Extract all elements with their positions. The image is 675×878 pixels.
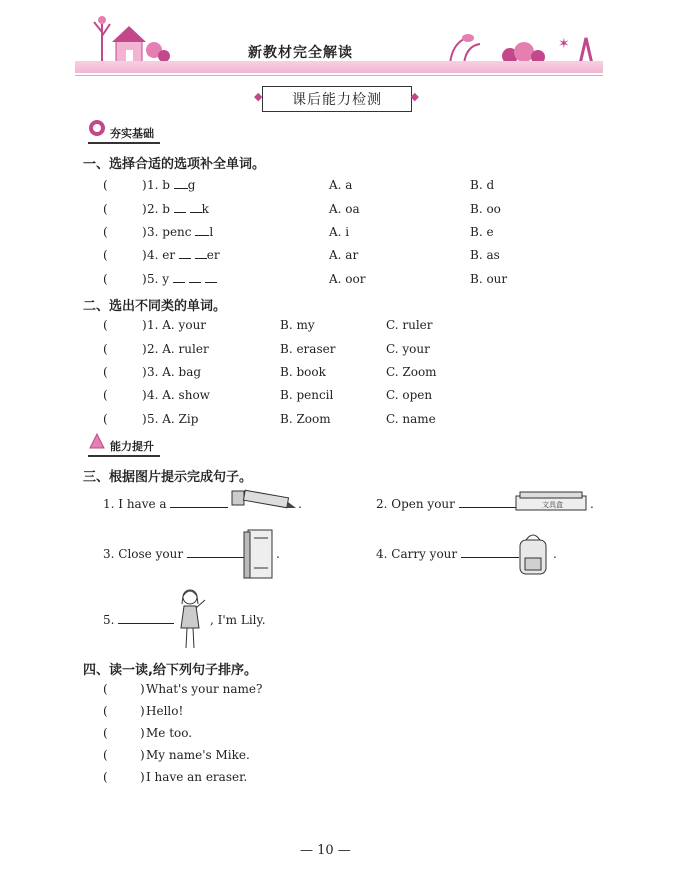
question-text: )	[142, 412, 147, 426]
question-text: (	[103, 365, 108, 379]
question-text: C. Zoom	[386, 365, 437, 379]
question-text: B. oo	[470, 202, 501, 216]
question-text: (	[103, 318, 108, 332]
header-band	[75, 61, 603, 73]
sentence-3: 3. Close your	[103, 547, 245, 561]
question-text: B. book	[280, 365, 326, 379]
sentence-1: 1. I have a	[103, 497, 228, 511]
question-text: .	[590, 497, 594, 511]
book-image	[242, 528, 274, 580]
question-text: 4. A. show	[147, 388, 210, 402]
question-text: I have an eraser.	[146, 770, 248, 784]
question-text: (	[103, 412, 108, 426]
girl-lily-image	[176, 588, 210, 650]
question-text: .	[553, 547, 557, 561]
sentence-4: 4. Carry your	[376, 547, 519, 561]
question-text: (	[103, 178, 108, 192]
svg-text:✶: ✶	[558, 36, 570, 52]
question-text: Me too.	[146, 726, 193, 740]
question-text: )	[142, 318, 147, 332]
sentence-2: 2. Open your	[376, 497, 517, 511]
sentence-5-end: , I'm Lily.	[210, 613, 266, 627]
question-text: (	[103, 388, 108, 402]
question-text: .	[298, 497, 302, 511]
question-text: My name's Mike.	[146, 748, 250, 762]
improve-badge-icon	[88, 432, 106, 450]
question-text: (	[103, 770, 108, 784]
basic-badge-icon	[88, 119, 106, 137]
header-divider	[75, 75, 603, 76]
question-text: B. pencil	[280, 388, 334, 402]
badge-improve-label: 能力提升	[110, 440, 154, 453]
question-text: B. our	[470, 272, 508, 286]
flower-decoration	[440, 30, 600, 64]
bag-image	[514, 530, 552, 576]
question-text: A. ar	[329, 248, 359, 262]
question-text: )	[142, 225, 147, 239]
house-tree-decoration	[82, 14, 172, 64]
question-text: A. oa	[329, 202, 360, 216]
question-text: )	[142, 365, 147, 379]
question-text: C. your	[386, 342, 430, 356]
pencil-box-image	[514, 490, 588, 514]
question-text: C. ruler	[386, 318, 433, 332]
question-text: 2. A. ruler	[147, 342, 209, 356]
question-text: (	[103, 202, 108, 216]
question-text: )	[140, 748, 145, 762]
header-title: 新教材完全解读	[248, 45, 353, 61]
question-text: B. eraser	[280, 342, 336, 356]
question-text: A. oor	[329, 272, 366, 286]
question-text: )	[140, 770, 145, 784]
question-text: )	[140, 704, 145, 718]
question-text: )	[140, 726, 145, 740]
question-text: 5. y	[147, 272, 217, 286]
question-text: B. Zoom	[280, 412, 331, 426]
question-text: (	[103, 704, 108, 718]
question-text: )	[140, 682, 145, 696]
question-text: .	[276, 547, 280, 561]
question-text: )	[142, 272, 147, 286]
question-text: (	[103, 225, 108, 239]
question-text: 1. A. your	[147, 318, 207, 332]
badge-improve	[88, 438, 160, 457]
question-text: B. as	[470, 248, 500, 262]
badge-basic-label: 夯实基础	[110, 127, 154, 140]
page-number: — 10 —	[300, 843, 351, 858]
question-text: 4. er er	[147, 248, 220, 262]
question-text: (	[103, 682, 108, 696]
question-text: 1. b g	[147, 178, 196, 192]
question-text: (	[103, 248, 108, 262]
question-text: (	[103, 272, 108, 286]
svg-text:文具盒: 文具盒	[542, 501, 563, 509]
question-text: B. e	[470, 225, 494, 239]
question-text: )	[142, 202, 147, 216]
sentence-5: 5.	[103, 613, 174, 627]
pencil-image	[230, 488, 296, 514]
question-text: C. open	[386, 388, 433, 402]
part2-heading: 二、选出不同类的单词。	[83, 299, 227, 314]
question-text: B. d	[470, 178, 495, 192]
question-text: 3. A. bag	[147, 365, 202, 379]
section-title: ◆ 课后能力检测 ◆	[262, 86, 412, 112]
badge-basic	[88, 125, 160, 144]
question-text: 3. penc l	[147, 225, 214, 239]
question-text: )	[142, 342, 147, 356]
question-text: (	[103, 726, 108, 740]
question-text: What's your name?	[146, 682, 263, 696]
question-text: C. name	[386, 412, 436, 426]
question-text: 5. A. Zip	[147, 412, 199, 426]
question-text: B. my	[280, 318, 315, 332]
question-text: (	[103, 342, 108, 356]
part4-heading: 四、读一读,给下列句子排序。	[83, 663, 257, 678]
question-text: )	[142, 248, 147, 262]
question-text: A. a	[329, 178, 353, 192]
question-text: A. i	[329, 225, 350, 239]
part3-heading: 三、根据图片提示完成句子。	[83, 470, 253, 485]
question-text: )	[142, 178, 147, 192]
part1-heading: 一、选择合适的选项补全单词。	[83, 157, 266, 172]
question-text: (	[103, 748, 108, 762]
question-text: Hello!	[146, 704, 184, 718]
question-text: 2. b k	[147, 202, 209, 216]
question-text: )	[142, 388, 147, 402]
